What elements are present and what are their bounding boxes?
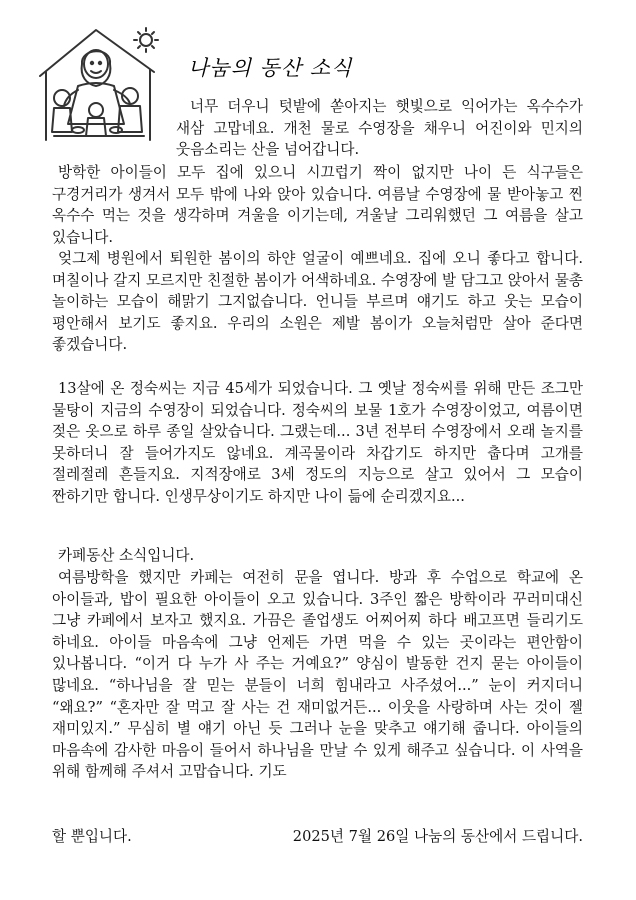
paragraph: 여름방학을 했지만 카페는 여전히 문을 엽니다. 방과 후 수업으로 학교에 온 아이들과, 밥이 필요한 아이들이 오고 있습니다. 3주인 짧은 방학이라 꾸러미대신 그냥 카페에서 보자고 했지요. 가끔은 졸업생도 어찌어찌 하다 배고프면 들리기도 하네요. 아이들 마음속에 그냥 언제든 가면 먹을 수 있는 곳이라는 편안함이 있나봅니다. “이거 다 누가 사 주는 거예요?” 양심이 발동한 건지 묻는 아이들이 많네요. “하나님을 잘 믿는 분들이 너희 힘내라고 사주셨어...” 눈이 커지더니 “왜요?” “혼자만 잘 먹고 잘 사는 건 재미없거든... 이웃을 사랑하며 사는 것이 젤 재미있지.” 무심히 별 얘기 아닌 듯 그러나 눈을 맞추고 얘기해 줍니다. 아이들의 마음속에 감사한 마음이 들어서 하나님을 만날 수 있게 해주고 싶습니다. 이 사역을 위해 함께해 주셔서 고맙습니다. 기도	[52, 569, 583, 781]
signature: 2025년 7월 26일 나눔의 동산에서 드립니다.	[292, 828, 583, 845]
paragraph: 엊그제 병원에서 퇴원한 봄이의 하얀 얼굴이 예쁘네요. 집에 오니 좋다고 합니다. 며칠이나 갈지 모르지만 친절한 봄이가 어색하네요. 수영장에 발 담그고 앉아서 물총 놀이하는 모습이 해맑기 그지없습니다. 언니들 부르며 얘기도 하고 웃는 모습이 평안해서 보기도 좋지요. 우리의 소원은 제발 봄이가 오늘처럼만 살아 준다면 좋겠습니다.	[52, 250, 583, 354]
closing-text: 할 뿐입니다.	[52, 828, 132, 845]
house-jesus-children-icon	[34, 24, 170, 146]
paragraph: 방학한 아이들이 모두 집에 있으니 시끄럽기 짝이 없지만 나이 든 식구들은 구경거리가 생겨서 모두 밖에 나와 앉아 있습니다. 여름날 수영장에 물 받아놓고 찐 옥수수 먹는 것을 생각하며 겨울을 이기는데, 겨울날 그리워했던 그 여름을 살고 있습니다.	[52, 164, 583, 246]
paragraph: 너무 더우니 텃밭에 쏟아지는 햇빛으로 익어가는 옥수수가 새삼 고맙네요. 개천 물로 수영장을 채우니 어진이와 민지의 웃음소리는 산을 넘어갑니다.	[176, 98, 583, 159]
paragraph: 13살에 온 정숙씨는 지금 45세가 되었습니다. 그 옛날 정숙씨를 위해 만든 조그만 물탕이 지금의 수영장이 되었습니다. 정숙씨의 보물 1호가 수영장이었고, 여름이면 젖은 옷으로 하루 종일 살았습니다. 그랬는데... 3년 전부터 수영장에서 오래 놀지를 못하더니 잘 들어가지도 않네요. 계곡물이라 차갑기도 하지만 춥다며 고개를 절레절레 흔들지요. 지적장애로 3세 정도의 지능으로 살고 있어서 그 모습이 짠하기만 합니다. 인생무상이기도 하지만 나이 듦에 순리겠지요...	[52, 380, 583, 505]
section-heading: 카페동산 소식입니다.	[58, 547, 195, 564]
page-title: 나눔의 동산 소식	[188, 56, 353, 80]
closing-line	[52, 826, 583, 848]
